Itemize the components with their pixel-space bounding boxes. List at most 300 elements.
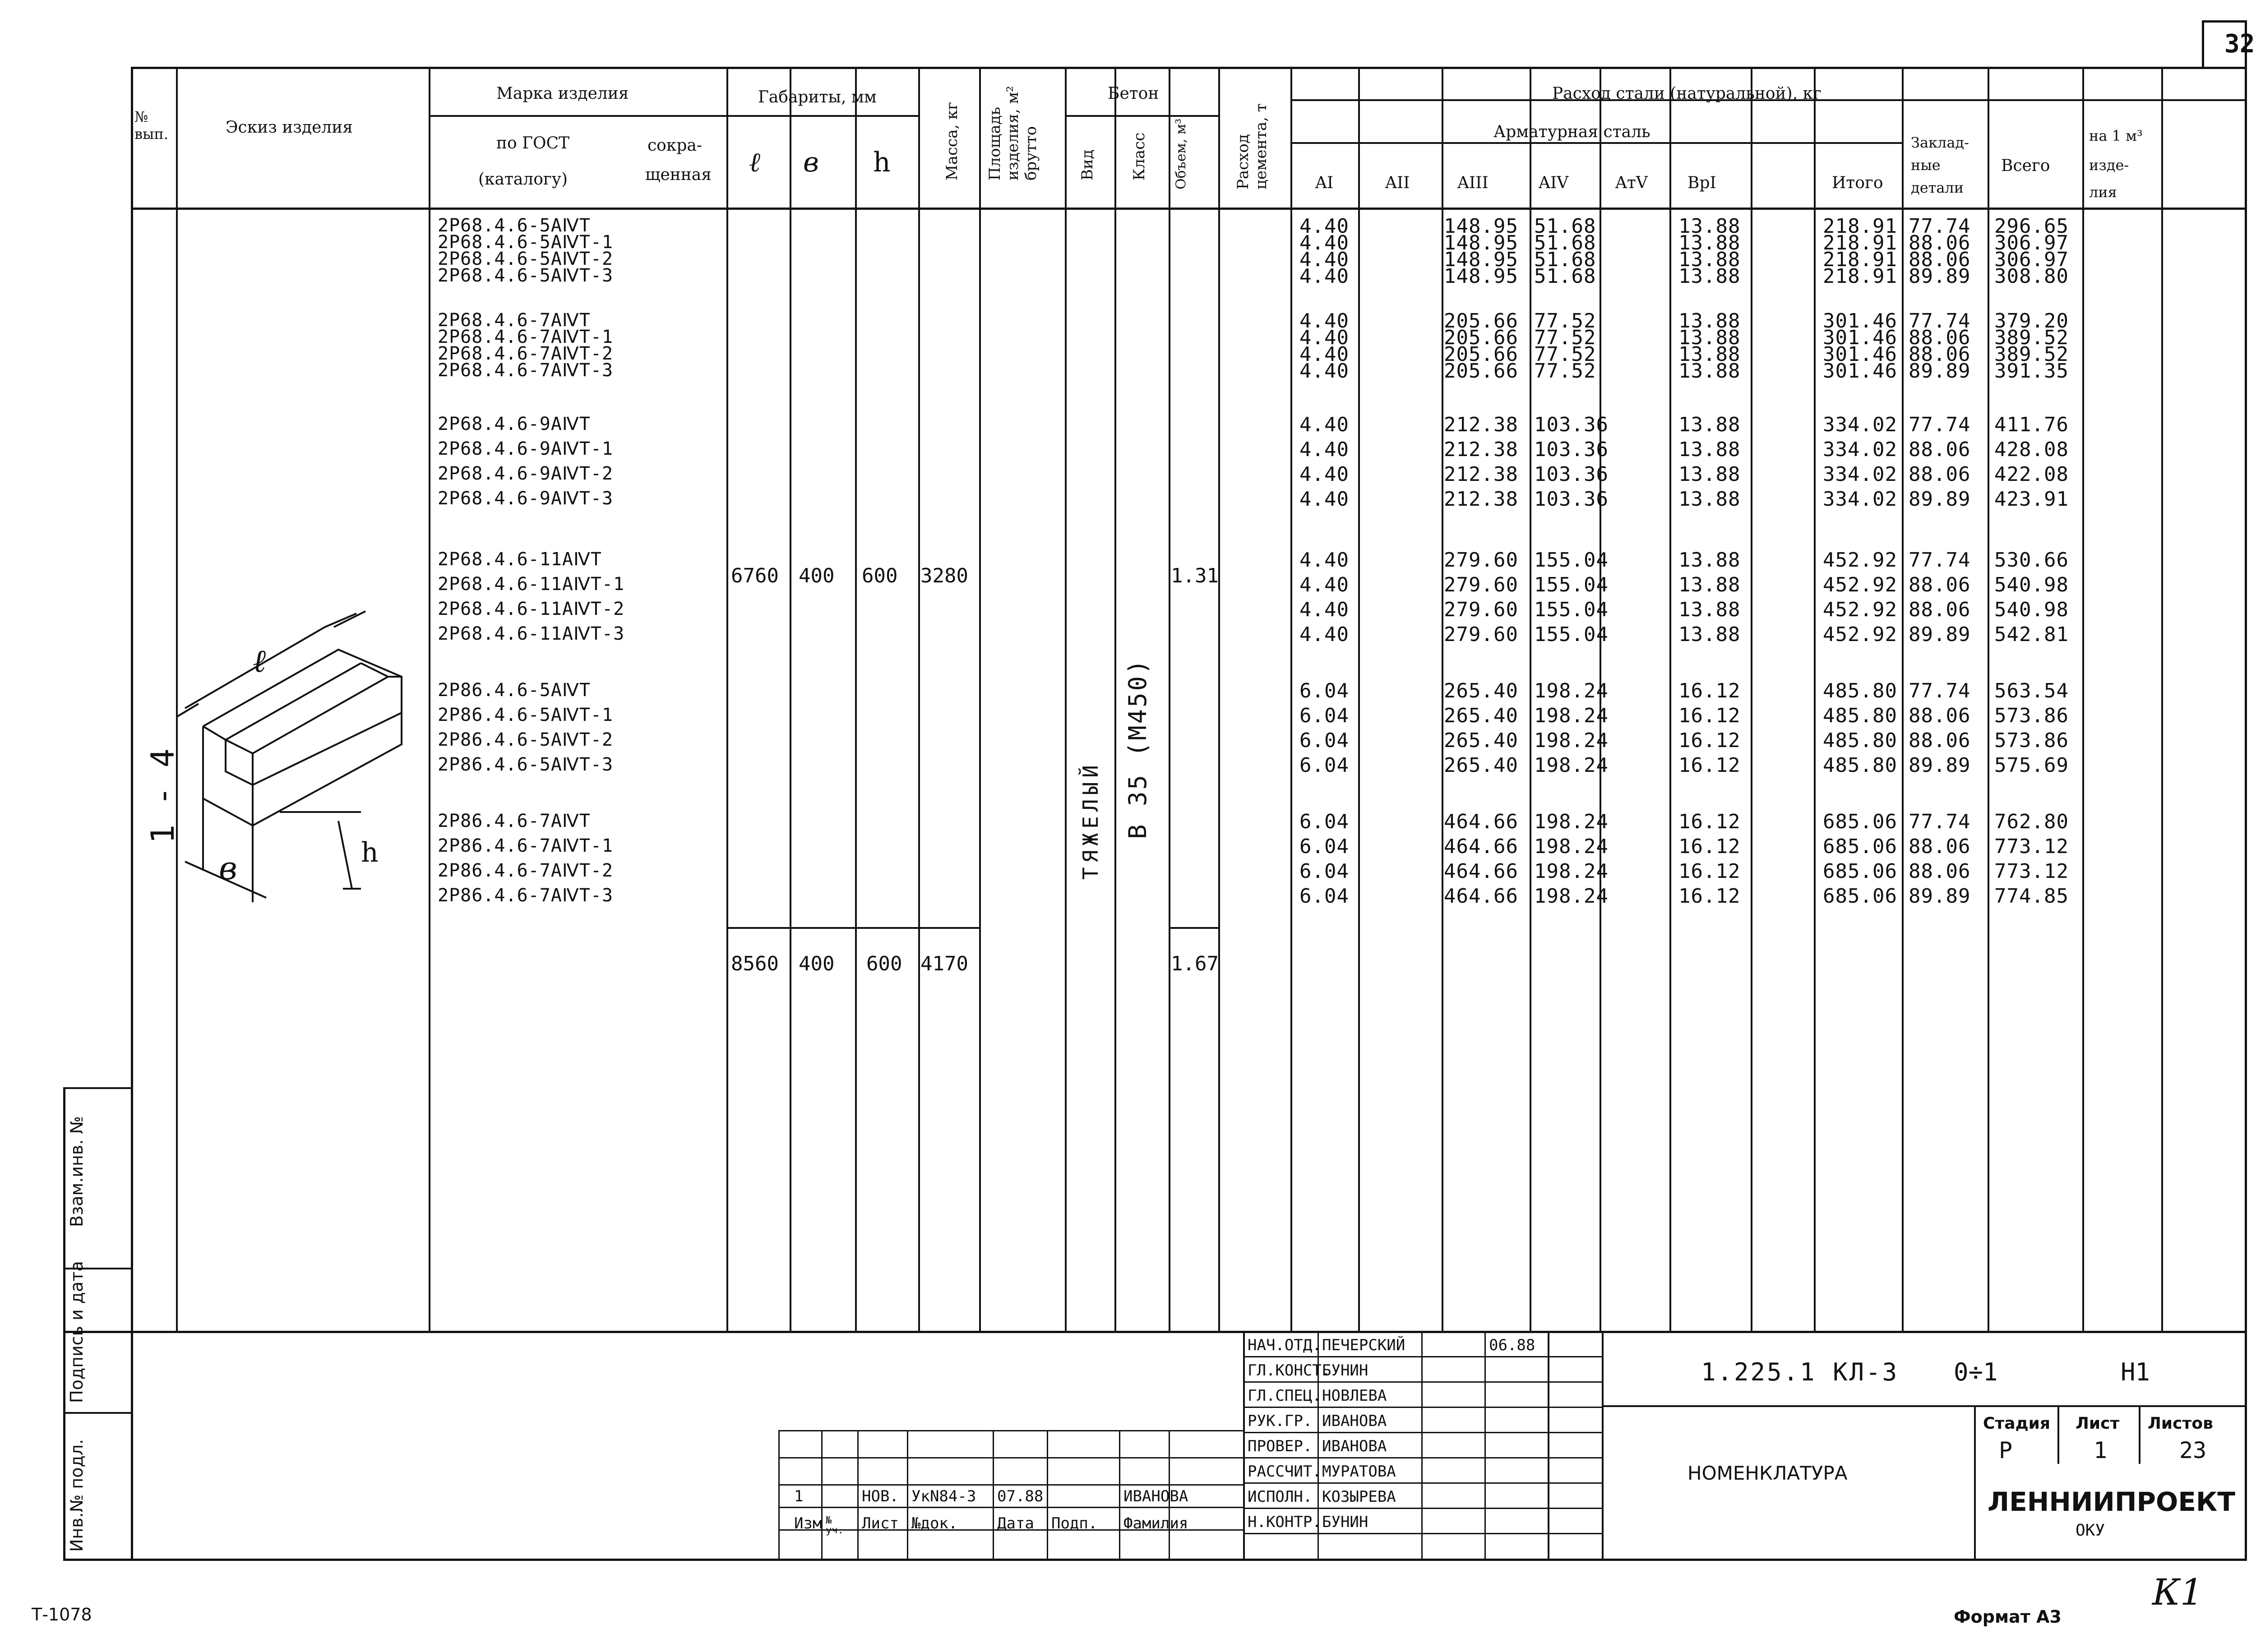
header-ploshad3: брутто bbox=[1022, 126, 1040, 180]
grid-line-v bbox=[857, 1430, 859, 1559]
row-mark: 2Р86.4.6-5АⅣТ bbox=[438, 680, 591, 701]
tb-rev-header-izm: Изм bbox=[794, 1514, 822, 1532]
row-zaklad: 77.74 bbox=[1909, 309, 1971, 332]
tb-rev-header-doc: №док. bbox=[911, 1514, 958, 1532]
row-AI: 6.04 bbox=[1299, 885, 1349, 908]
product-sketch bbox=[176, 600, 429, 916]
header-ploshad1: Площадь bbox=[986, 106, 1004, 180]
row-BpI: 16.12 bbox=[1678, 729, 1741, 752]
tb-rev-doc: УкN84-3 bbox=[911, 1487, 976, 1505]
grid-line-h bbox=[63, 1087, 131, 1089]
grid-line-v bbox=[1988, 67, 1989, 1333]
tb-role: РАССЧИТ. bbox=[1248, 1463, 1322, 1481]
row-AIV: 103.36 bbox=[1534, 438, 1609, 461]
row-AIV: 103.36 bbox=[1534, 413, 1609, 436]
row-zaklad: 88.06 bbox=[1909, 835, 1971, 858]
grid-line-v bbox=[1442, 67, 1443, 1333]
row-AI: 4.40 bbox=[1299, 215, 1349, 238]
row-AIII: 205.66 bbox=[1444, 360, 1518, 383]
row-zaklad: 77.74 bbox=[1909, 215, 1971, 238]
header-ploshad2: изделия, м² bbox=[1004, 86, 1022, 180]
tb-role: ГЛ.СПЕЦ. bbox=[1248, 1387, 1322, 1405]
row-vsego: 389.52 bbox=[1994, 343, 2069, 366]
row-AIV: 198.24 bbox=[1534, 860, 1609, 883]
row-zaklad: 89.89 bbox=[1909, 623, 1971, 646]
tb-role: ГЛ.КОНСТ. bbox=[1248, 1361, 1331, 1380]
row-BpI: 16.12 bbox=[1678, 885, 1741, 908]
row-vsego: 308.80 bbox=[1994, 265, 2069, 288]
tb-rev-header-date: Дата bbox=[997, 1514, 1034, 1532]
header-armatura: Арматурная сталь bbox=[1493, 123, 1650, 141]
grid-line-v bbox=[918, 67, 920, 1333]
row-AI: 4.40 bbox=[1299, 265, 1349, 288]
row-vsego: 773.12 bbox=[1994, 835, 2069, 858]
row-zaklad: 88.06 bbox=[1909, 343, 1971, 366]
row-zaklad: 89.89 bbox=[1909, 360, 1971, 383]
row-AIII: 205.66 bbox=[1444, 326, 1518, 349]
row-itogo: 485.80 bbox=[1823, 704, 1897, 727]
row-AIV: 77.52 bbox=[1534, 360, 1596, 383]
row-vsego: 306.97 bbox=[1994, 231, 2069, 254]
group1-l: 6760 bbox=[731, 564, 779, 587]
grid-line-v bbox=[1169, 67, 1170, 1333]
row-itogo: 452.92 bbox=[1823, 623, 1897, 646]
group2-vol: 1.67 bbox=[1171, 952, 1219, 975]
row-itogo: 685.06 bbox=[1823, 835, 1897, 858]
row-AIV: 77.52 bbox=[1534, 326, 1596, 349]
row-mark: 2Р68.4.6-5АⅣТ bbox=[438, 215, 591, 236]
row-AI: 4.40 bbox=[1299, 360, 1349, 383]
tb-listov-label: Листов bbox=[2148, 1414, 2213, 1433]
row-mark: 2Р68.4.6-9АⅣТ-3 bbox=[438, 488, 614, 509]
tb-rev-fam: ИВАНОВА bbox=[1123, 1487, 1188, 1505]
header-cement1: Расход bbox=[1234, 134, 1252, 189]
tb-role: НАЧ.ОТД. bbox=[1248, 1336, 1322, 1354]
grid-line-v bbox=[131, 67, 133, 1335]
row-AIV: 155.04 bbox=[1534, 549, 1609, 572]
grid-line-v bbox=[1047, 1430, 1048, 1559]
row-AI: 4.40 bbox=[1299, 623, 1349, 646]
row-AI: 4.40 bbox=[1299, 488, 1349, 511]
row-AIII: 279.60 bbox=[1444, 598, 1518, 621]
sketch-label-l: ℓ bbox=[253, 642, 266, 679]
grid-line-v bbox=[429, 67, 430, 1333]
row-BpI: 13.88 bbox=[1678, 463, 1741, 486]
group1-vol: 1.31 bbox=[1171, 564, 1219, 587]
grid-line-v bbox=[1218, 67, 1220, 1333]
row-mark: 2Р68.4.6-11АⅣТ bbox=[438, 549, 602, 570]
group2-mass: 4170 bbox=[920, 952, 968, 975]
row-BpI: 13.88 bbox=[1678, 326, 1741, 349]
header-na2: изде- bbox=[2089, 157, 2129, 174]
row-itogo: 452.92 bbox=[1823, 598, 1897, 621]
tb-stadia-label: Стадия bbox=[1983, 1414, 2050, 1433]
row-AIII: 212.38 bbox=[1444, 413, 1518, 436]
row-zaklad: 89.89 bbox=[1909, 265, 1971, 288]
row-mark: 2Р68.4.6-7АⅣТ-1 bbox=[438, 327, 614, 347]
row-AIV: 155.04 bbox=[1534, 573, 1609, 596]
row-itogo: 685.06 bbox=[1823, 860, 1897, 883]
row-zaklad: 88.06 bbox=[1909, 598, 1971, 621]
row-BpI: 16.12 bbox=[1678, 835, 1741, 858]
row-BpI: 16.12 bbox=[1678, 704, 1741, 727]
grid-line-v bbox=[63, 1087, 65, 1559]
row-BpI: 13.88 bbox=[1678, 360, 1741, 383]
grid-line-h bbox=[1602, 1405, 2247, 1407]
row-BpI: 13.88 bbox=[1678, 231, 1741, 254]
row-AI: 4.40 bbox=[1299, 598, 1349, 621]
tb-role-name: НОВЛЕВА bbox=[1322, 1387, 1387, 1405]
row-vsego: 428.08 bbox=[1994, 438, 2069, 461]
header-na3: лия bbox=[2089, 184, 2117, 201]
sheet-number: 32 bbox=[2224, 29, 2255, 59]
row-mark: 2Р68.4.6-5АⅣТ-2 bbox=[438, 249, 614, 269]
header-katalog: (каталогу) bbox=[478, 170, 568, 189]
tb-role-name: ИВАНОВА bbox=[1322, 1437, 1387, 1455]
tb-name: НОМЕНКЛАТУРА bbox=[1687, 1462, 1848, 1484]
row-AIII: 464.66 bbox=[1444, 810, 1518, 833]
header-gabarity: Габариты, мм bbox=[758, 88, 877, 106]
row-vsego: 296.65 bbox=[1994, 215, 2069, 238]
group2-l: 8560 bbox=[731, 952, 779, 975]
row-zaklad: 88.06 bbox=[1909, 438, 1971, 461]
grid-line-h bbox=[429, 115, 726, 117]
grid-line-v bbox=[1065, 67, 1067, 1333]
group1-b: 400 bbox=[799, 564, 835, 587]
row-mark: 2Р86.4.6-7АⅣТ-2 bbox=[438, 860, 614, 881]
row-AI: 6.04 bbox=[1299, 754, 1349, 777]
row-zaklad: 88.06 bbox=[1909, 248, 1971, 271]
header-AtV: AтV bbox=[1615, 174, 1648, 192]
tb-role: ПРОВЕР. bbox=[1248, 1437, 1313, 1455]
row-AIII: 148.95 bbox=[1444, 215, 1518, 238]
grid-line-v bbox=[1484, 1331, 1486, 1559]
row-mark: 2Р68.4.6-11АⅣТ-1 bbox=[438, 574, 625, 595]
grid-line-v bbox=[821, 1430, 823, 1559]
header-klass: Класс bbox=[1130, 132, 1148, 180]
row-vsego: 391.35 bbox=[1994, 360, 2069, 383]
row-AIV: 103.36 bbox=[1534, 463, 1609, 486]
row-zaklad: 88.06 bbox=[1909, 326, 1971, 349]
grid-line-h bbox=[1065, 115, 1218, 117]
grid-line-v bbox=[2139, 1405, 2140, 1464]
row-vsego: 379.20 bbox=[1994, 309, 2069, 332]
row-mark: 2Р86.4.6-5АⅣТ-1 bbox=[438, 705, 614, 725]
tb-list-label: Лист bbox=[2076, 1414, 2120, 1433]
grid-line-h bbox=[131, 208, 2247, 210]
row-mark: 2Р68.4.6-5АⅣТ-1 bbox=[438, 232, 614, 253]
header-vid: Вид bbox=[1078, 149, 1096, 180]
tb-role-date: 06.88 bbox=[1489, 1336, 1535, 1354]
tb-role-name: ИВАНОВА bbox=[1322, 1412, 1387, 1430]
grid-line-h bbox=[1169, 927, 1218, 929]
row-AI: 4.40 bbox=[1299, 343, 1349, 366]
grid-line-v bbox=[993, 1430, 994, 1559]
row-AI: 6.04 bbox=[1299, 704, 1349, 727]
row-AIII: 279.60 bbox=[1444, 549, 1518, 572]
row-BpI: 13.88 bbox=[1678, 623, 1741, 646]
row-zaklad: 77.74 bbox=[1909, 810, 1971, 833]
row-zaklad: 77.74 bbox=[1909, 413, 1971, 436]
grid-line-h bbox=[918, 927, 979, 929]
group2-h: 600 bbox=[866, 952, 902, 975]
tb-role: Н.КОНТР. bbox=[1248, 1513, 1322, 1531]
grid-line-v bbox=[1974, 1405, 1976, 1559]
row-AIV: 198.24 bbox=[1534, 729, 1609, 752]
header-obyem: Объем, м³ bbox=[1173, 118, 1189, 189]
row-BpI: 13.88 bbox=[1678, 598, 1741, 621]
header-AI: AI bbox=[1315, 174, 1334, 192]
row-itogo: 301.46 bbox=[1823, 343, 1897, 366]
row-mark: 2Р68.4.6-7АⅣТ-3 bbox=[438, 360, 614, 381]
row-zaklad: 89.89 bbox=[1909, 488, 1971, 511]
row-AIV: 51.68 bbox=[1534, 215, 1596, 238]
row-AIII: 148.95 bbox=[1444, 265, 1518, 288]
row-AIV: 198.24 bbox=[1534, 885, 1609, 908]
row-vsego: 540.98 bbox=[1994, 598, 2069, 621]
row-itogo: 218.91 bbox=[1823, 215, 1897, 238]
header-h: h bbox=[873, 147, 891, 178]
row-vsego: 762.80 bbox=[1994, 810, 2069, 833]
row-itogo: 485.80 bbox=[1823, 679, 1897, 702]
tb-role-name: БУНИН bbox=[1322, 1361, 1368, 1380]
row-mark: 2Р68.4.6-11АⅣТ-2 bbox=[438, 599, 625, 619]
row-vsego: 540.98 bbox=[1994, 573, 2069, 596]
header-zaklad3: детали bbox=[1911, 179, 1964, 196]
row-BpI: 16.12 bbox=[1678, 860, 1741, 883]
tb-role-name: МУРАТОВА bbox=[1322, 1463, 1396, 1481]
row-AI: 6.04 bbox=[1299, 860, 1349, 883]
row-BpI: 13.88 bbox=[1678, 438, 1741, 461]
row-AIII: 265.40 bbox=[1444, 679, 1518, 702]
row-AI: 4.40 bbox=[1299, 413, 1349, 436]
grid-line-v bbox=[2057, 1405, 2059, 1464]
row-BpI: 13.88 bbox=[1678, 413, 1741, 436]
header-vyp: № вып. bbox=[134, 108, 168, 143]
row-BpI: 13.88 bbox=[1678, 248, 1741, 271]
grid-line-v bbox=[1902, 67, 1904, 1333]
row-AIV: 198.24 bbox=[1534, 679, 1609, 702]
row-vsego: 773.12 bbox=[1994, 860, 2069, 883]
tb-role: РУК.ГР. bbox=[1248, 1412, 1313, 1430]
grid-line-v bbox=[1119, 1430, 1120, 1559]
footer-left: Т-1078 bbox=[32, 1605, 92, 1624]
sketch-label-h: h bbox=[361, 837, 379, 868]
grid-line-v bbox=[2245, 20, 2247, 1559]
beton-vid: ТЯЖЕЛЫЙ bbox=[1078, 761, 1103, 880]
header-marka: Марка изделия bbox=[496, 84, 629, 103]
row-mark: 2Р68.4.6-9АⅣТ bbox=[438, 414, 591, 434]
row-AIV: 198.24 bbox=[1534, 835, 1609, 858]
row-zaklad: 77.74 bbox=[1909, 679, 1971, 702]
side-label-vzam: Взам.инв. № bbox=[67, 1116, 87, 1227]
row-AIII: 464.66 bbox=[1444, 860, 1518, 883]
tb-list: 1 bbox=[2094, 1437, 2108, 1463]
grid-line-h bbox=[778, 1430, 1243, 1431]
row-itogo: 218.91 bbox=[1823, 248, 1897, 271]
row-itogo: 301.46 bbox=[1823, 360, 1897, 383]
row-BpI: 13.88 bbox=[1678, 215, 1741, 238]
tb-dept: ОКУ bbox=[2076, 1521, 2105, 1540]
row-AI: 6.04 bbox=[1299, 729, 1349, 752]
row-mark: 2Р86.4.6-5АⅣТ-2 bbox=[438, 729, 614, 750]
row-AI: 4.40 bbox=[1299, 463, 1349, 486]
group1-h: 600 bbox=[862, 564, 898, 587]
group1-mass: 3280 bbox=[920, 564, 968, 587]
row-mark: 2Р68.4.6-9АⅣТ-2 bbox=[438, 463, 614, 484]
header-po-gost: по ГОСТ bbox=[496, 134, 570, 152]
footer-format: Формат А3 bbox=[1954, 1607, 2062, 1627]
grid-line-v bbox=[1114, 67, 1116, 1333]
grid-line-v bbox=[1243, 1331, 1245, 1559]
row-AI: 4.40 bbox=[1299, 573, 1349, 596]
row-vsego: 563.54 bbox=[1994, 679, 2069, 702]
row-mark: 2Р68.4.6-7АⅣТ-2 bbox=[438, 343, 614, 364]
row-mark: 2Р86.4.6-7АⅣТ-1 bbox=[438, 835, 614, 856]
row-mark: 2Р68.4.6-7АⅣТ bbox=[438, 310, 591, 331]
tb-rev-list: НОВ. bbox=[862, 1487, 899, 1505]
vyp-value: 1 - 4 bbox=[144, 748, 181, 844]
tb-rev-date: 07.88 bbox=[997, 1487, 1044, 1505]
row-BpI: 13.88 bbox=[1678, 265, 1741, 288]
tb-role-name: БУНИН bbox=[1322, 1513, 1368, 1531]
grid-line-v bbox=[2082, 67, 2084, 1333]
tb-rev-header-fam: Фамилия bbox=[1123, 1514, 1188, 1532]
grid-line-v bbox=[1421, 1331, 1423, 1559]
header-sketch: Эскиз изделия bbox=[226, 118, 353, 137]
row-vsego: 423.91 bbox=[1994, 488, 2069, 511]
row-itogo: 218.91 bbox=[1823, 265, 1897, 288]
row-AIII: 265.40 bbox=[1444, 754, 1518, 777]
row-zaklad: 89.89 bbox=[1909, 754, 1971, 777]
header-AIV: AIV bbox=[1539, 174, 1569, 192]
header-b: в bbox=[803, 147, 819, 178]
row-AIII: 265.40 bbox=[1444, 729, 1518, 752]
tb-rev-header-podp: Подп. bbox=[1051, 1514, 1098, 1532]
row-vsego: 774.85 bbox=[1994, 885, 2069, 908]
row-BpI: 13.88 bbox=[1678, 573, 1741, 596]
grid-line-v bbox=[778, 1430, 780, 1559]
row-AIII: 464.66 bbox=[1444, 835, 1518, 858]
sketch-label-b: в bbox=[219, 850, 237, 887]
tb-stadia: Р bbox=[1999, 1437, 2013, 1463]
row-AIV: 77.52 bbox=[1534, 309, 1596, 332]
grid-line-v bbox=[1358, 67, 1360, 1333]
tb-org: ЛЕННИИПРОЕКТ bbox=[1988, 1486, 2235, 1517]
tb-role-name: КОЗЫРЕВА bbox=[1322, 1488, 1396, 1506]
header-sokr2: щенная bbox=[645, 166, 712, 184]
header-sokr1: сокра- bbox=[647, 136, 703, 155]
grid-line-v bbox=[790, 67, 791, 1333]
side-label-inv: Инв.№ подл. bbox=[67, 1439, 87, 1552]
row-vsego: 542.81 bbox=[1994, 623, 2069, 646]
row-itogo: 452.92 bbox=[1823, 573, 1897, 596]
row-zaklad: 88.06 bbox=[1909, 729, 1971, 752]
grid-line-v bbox=[726, 67, 728, 1333]
row-mark: 2Р68.4.6-11АⅣТ-3 bbox=[438, 623, 625, 644]
header-cement2: цемента, т bbox=[1252, 103, 1270, 189]
row-AIII: 205.66 bbox=[1444, 309, 1518, 332]
row-itogo: 301.46 bbox=[1823, 309, 1897, 332]
row-itogo: 334.02 bbox=[1823, 413, 1897, 436]
grid-line-h bbox=[131, 67, 2247, 69]
tb-vyp: 0÷1 bbox=[1954, 1358, 1998, 1386]
row-vsego: 575.69 bbox=[1994, 754, 2069, 777]
tb-rev-header-uch: № уч. bbox=[826, 1515, 844, 1536]
row-itogo: 685.06 bbox=[1823, 810, 1897, 833]
grid-line-v bbox=[1751, 67, 1752, 1333]
row-itogo: 485.80 bbox=[1823, 754, 1897, 777]
row-AI: 6.04 bbox=[1299, 835, 1349, 858]
grid-line-h bbox=[726, 115, 918, 117]
row-itogo: 685.06 bbox=[1823, 885, 1897, 908]
row-mark: 2Р86.4.6-5АⅣТ-3 bbox=[438, 754, 614, 775]
row-zaklad: 88.06 bbox=[1909, 463, 1971, 486]
side-label-podpis: Подпись и дата bbox=[67, 1261, 87, 1403]
row-AIII: 265.40 bbox=[1444, 704, 1518, 727]
grid-line-v bbox=[1530, 67, 1531, 1333]
grid-line-h bbox=[63, 1331, 2247, 1333]
row-AIV: 198.24 bbox=[1534, 704, 1609, 727]
row-vsego: 306.97 bbox=[1994, 248, 2069, 271]
row-mark: 2Р68.4.6-5АⅣТ-3 bbox=[438, 265, 614, 286]
row-mark: 2Р68.4.6-9АⅣТ-1 bbox=[438, 438, 614, 459]
row-AIII: 205.66 bbox=[1444, 343, 1518, 366]
row-AIV: 198.24 bbox=[1534, 810, 1609, 833]
row-itogo: 334.02 bbox=[1823, 488, 1897, 511]
row-zaklad: 88.06 bbox=[1909, 231, 1971, 254]
tb-role-name: ПЕЧЕРСКИЙ bbox=[1322, 1336, 1405, 1354]
row-vsego: 389.52 bbox=[1994, 326, 2069, 349]
row-AIII: 212.38 bbox=[1444, 438, 1518, 461]
row-AI: 4.40 bbox=[1299, 549, 1349, 572]
row-AI: 4.40 bbox=[1299, 231, 1349, 254]
row-BpI: 13.88 bbox=[1678, 549, 1741, 572]
row-mark: 2Р86.4.6-7АⅣТ-3 bbox=[438, 885, 614, 906]
row-itogo: 452.92 bbox=[1823, 549, 1897, 572]
header-beton: Бетон bbox=[1108, 84, 1159, 103]
tb-code2: Н1 bbox=[2121, 1358, 2150, 1386]
row-BpI: 16.12 bbox=[1678, 810, 1741, 833]
row-AI: 6.04 bbox=[1299, 679, 1349, 702]
row-AIV: 103.36 bbox=[1534, 488, 1609, 511]
row-AIV: 155.04 bbox=[1534, 623, 1609, 646]
grid-line-h bbox=[778, 1507, 1243, 1508]
row-AIV: 51.68 bbox=[1534, 248, 1596, 271]
row-vsego: 530.66 bbox=[1994, 549, 2069, 572]
header-l: ℓ bbox=[749, 147, 760, 178]
row-BpI: 13.88 bbox=[1678, 488, 1741, 511]
header-rashod: Расход стали (натуральной), кг bbox=[1552, 84, 1821, 103]
row-AIII: 148.95 bbox=[1444, 231, 1518, 254]
row-vsego: 422.08 bbox=[1994, 463, 2069, 486]
grid-line-h bbox=[1290, 142, 1902, 144]
row-zaklad: 88.06 bbox=[1909, 860, 1971, 883]
row-AI: 4.40 bbox=[1299, 326, 1349, 349]
row-AIII: 279.60 bbox=[1444, 623, 1518, 646]
row-AIII: 279.60 bbox=[1444, 573, 1518, 596]
header-BpI: BрI bbox=[1687, 174, 1716, 192]
row-AIII: 148.95 bbox=[1444, 248, 1518, 271]
row-AIII: 212.38 bbox=[1444, 488, 1518, 511]
row-AI: 4.40 bbox=[1299, 309, 1349, 332]
tb-code: 1.225.1 КЛ-3 bbox=[1701, 1358, 1899, 1386]
header-AIII: AIII bbox=[1457, 174, 1489, 192]
grid-line-h bbox=[63, 1412, 131, 1414]
row-BpI: 13.88 bbox=[1678, 309, 1741, 332]
grid-line-v bbox=[907, 1430, 908, 1559]
header-AII: AII bbox=[1385, 174, 1410, 192]
